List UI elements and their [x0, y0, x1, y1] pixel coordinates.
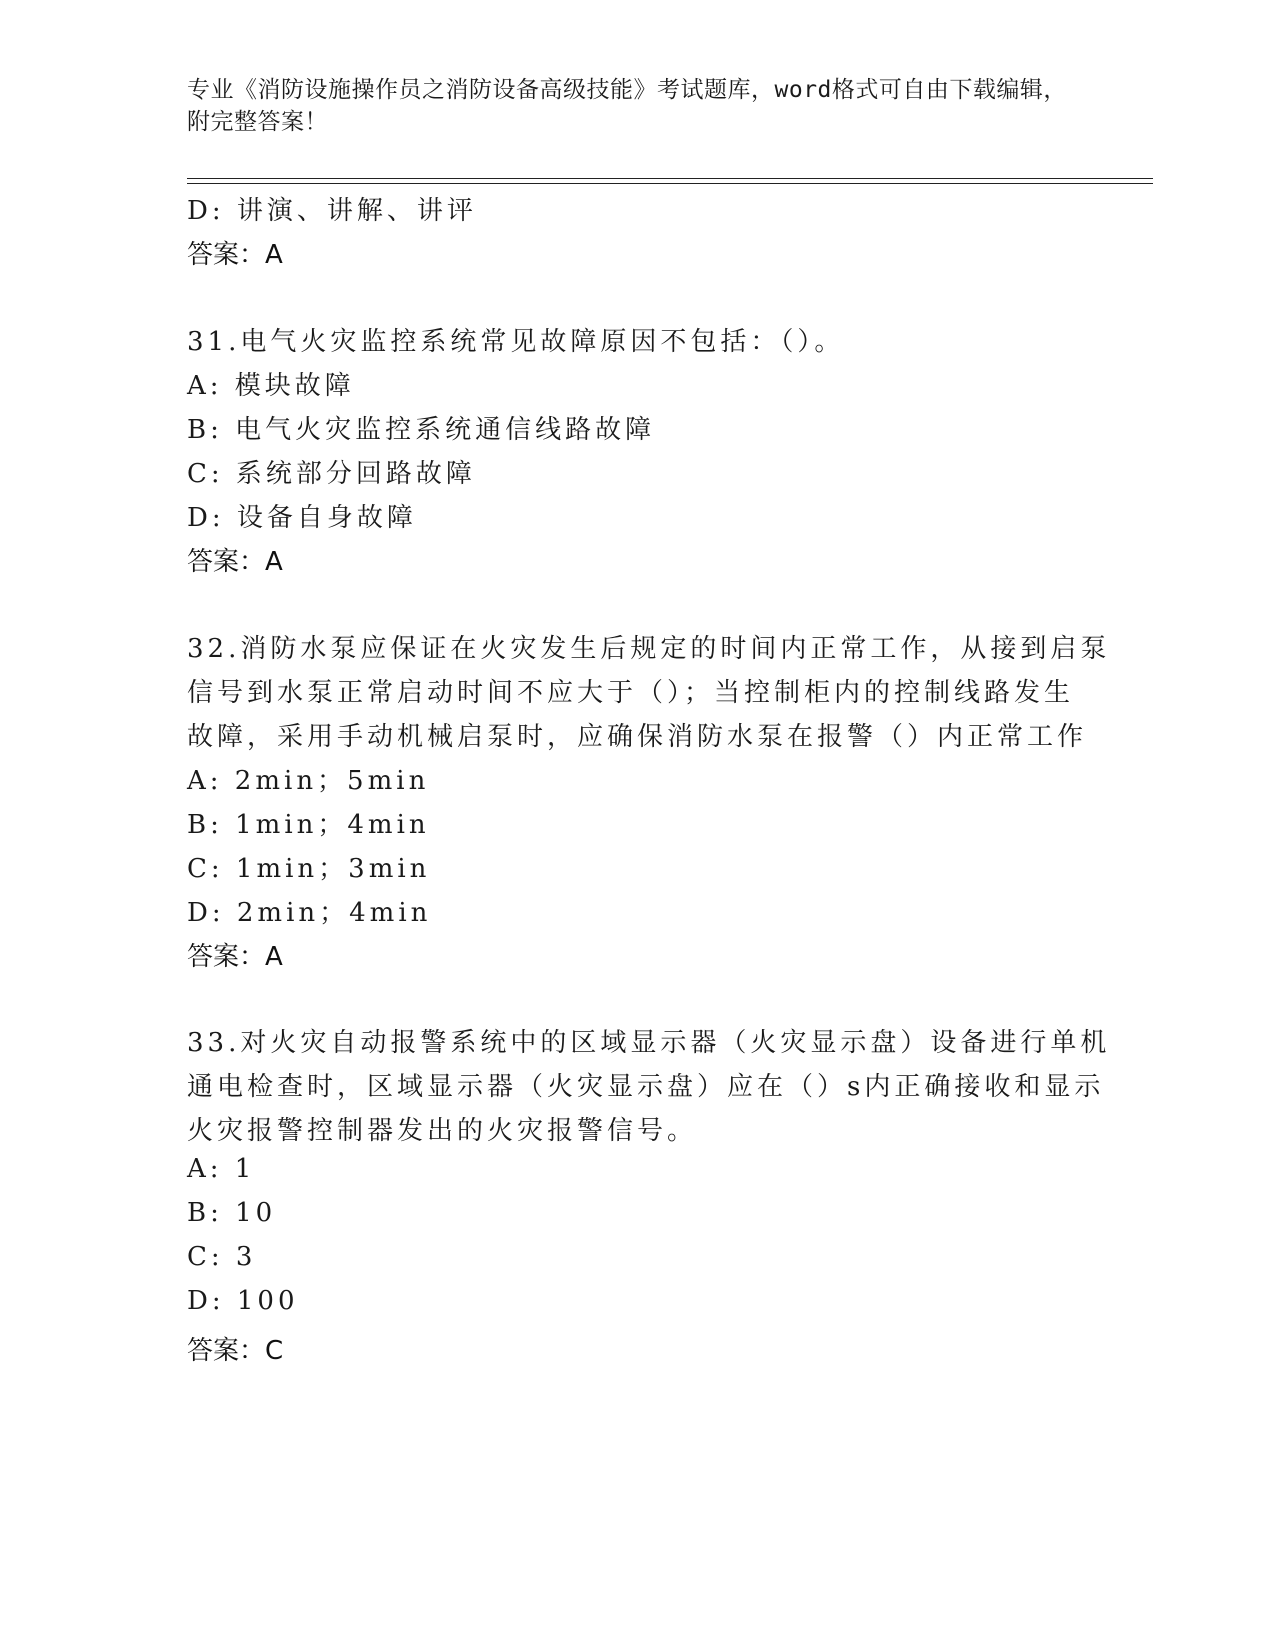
q33-answer: 答案：C — [187, 1336, 284, 1366]
q32-option-a: A: 2min；5min — [187, 766, 430, 796]
q33-stem-line-1: 33.对火灾自动报警系统中的区域显示器（火灾显示盘）设备进行单机 — [187, 1028, 1111, 1058]
q33-stem-line-2: 通电检查时，区域显示器（火灾显示盘）应在（）s内正确接收和显示 — [187, 1072, 1105, 1102]
q31-option-d: D: 设备自身故障 — [187, 503, 417, 533]
q31-stem: 31.电气火灾监控系统常见故障原因不包括：（）。 — [187, 327, 845, 357]
q33-option-d: D: 100 — [187, 1286, 299, 1316]
q33-option-c: C: 3 — [187, 1242, 257, 1272]
q31-answer: 答案：A — [187, 547, 283, 577]
q32-stem-line-3: 故障，采用手动机械启泵时，应确保消防水泵在报警（）内正常工作 — [187, 722, 1088, 752]
header-divider-top — [187, 178, 1153, 179]
prev-answer: 答案：A — [187, 240, 283, 270]
q31-option-a: A: 模块故障 — [187, 371, 355, 401]
header-divider-bottom — [187, 183, 1153, 184]
q31-option-b: B: 电气火灾监控系统通信线路故障 — [187, 415, 656, 445]
q32-option-d: D: 2min；4min — [187, 898, 432, 928]
q32-stem-line-1: 32.消防水泵应保证在火灾发生后规定的时间内正常工作，从接到启泵 — [187, 634, 1111, 664]
q33-stem-line-3: 火灾报警控制器发出的火灾报警信号。 — [187, 1116, 698, 1146]
prev-option-d: D: 讲演、讲解、讲评 — [187, 196, 477, 226]
q32-option-c: C: 1min；3min — [187, 854, 431, 884]
q31-option-c: C: 系统部分回路故障 — [187, 459, 476, 489]
q33-option-a: A: 1 — [187, 1154, 256, 1184]
q32-stem-line-2: 信号到水泵正常启动时间不应大于（）；当控制柜内的控制线路发生 — [187, 678, 1075, 708]
q32-answer: 答案：A — [187, 942, 283, 972]
q32-option-b: B: 1min；4min — [187, 810, 430, 840]
q33-option-b: B: 10 — [187, 1198, 277, 1228]
document-header: 专业《消防设施操作员之消防设备高级技能》考试题库，word格式可自由下载编辑，附完整答案！ — [187, 77, 1067, 135]
